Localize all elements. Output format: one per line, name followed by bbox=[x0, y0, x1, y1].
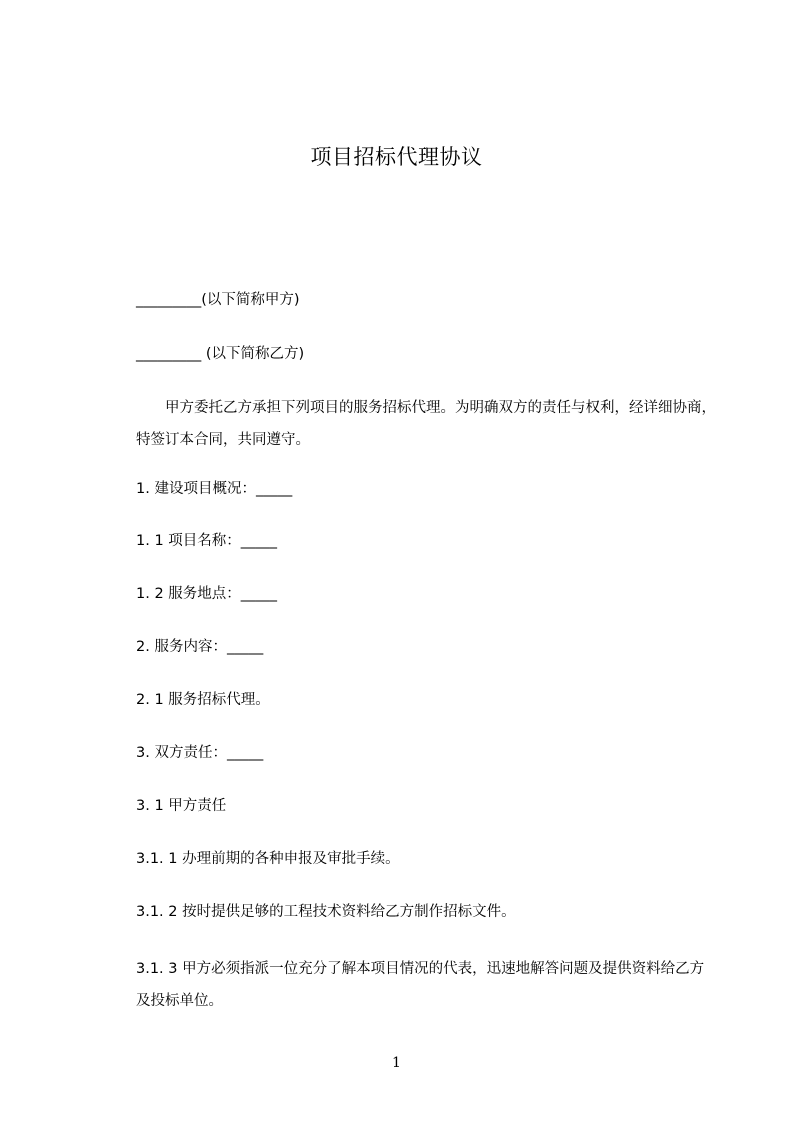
clause-3-1-3: 3.1. 3 甲方必须指派一位充分了解本项目情况的代表，迅速地解答问题及提供资料给乙方及投标单位。 bbox=[136, 961, 705, 1009]
clause-3-1-2: 3.1. 2 按时提供足够的工程技术资料给乙方制作招标文件。 bbox=[136, 904, 516, 920]
clause-3-1-1: 3.1. 1 办理前期的各种申报及审批手续。 bbox=[136, 851, 400, 867]
clause-2-1: 2. 1 服务招标代理。 bbox=[136, 692, 270, 708]
intro-paragraph: 甲方委托乙方承担下列项目的服务招标代理。为明确双方的责任与权利，经详细协商，特签订本合同，共同遵守。 bbox=[136, 400, 716, 448]
page-number: 1 bbox=[392, 1055, 401, 1071]
clause-1-2: 1. 2 服务地点：_____ bbox=[136, 586, 278, 602]
clause-3: 3. 双方责任：_____ bbox=[136, 745, 264, 761]
party-b-line: _________ (以下简称乙方) bbox=[136, 346, 305, 362]
clause-1-1: 1. 1 项目名称：_____ bbox=[136, 533, 278, 549]
clause-1: 1. 建设项目概况：_____ bbox=[136, 481, 293, 497]
document-title: 项目招标代理协议 bbox=[310, 145, 483, 169]
clause-2: 2. 服务内容：_____ bbox=[136, 639, 264, 655]
party-a-line: _________(以下简称甲方) bbox=[136, 292, 300, 308]
clause-3-1: 3. 1 甲方责任 bbox=[136, 798, 227, 814]
